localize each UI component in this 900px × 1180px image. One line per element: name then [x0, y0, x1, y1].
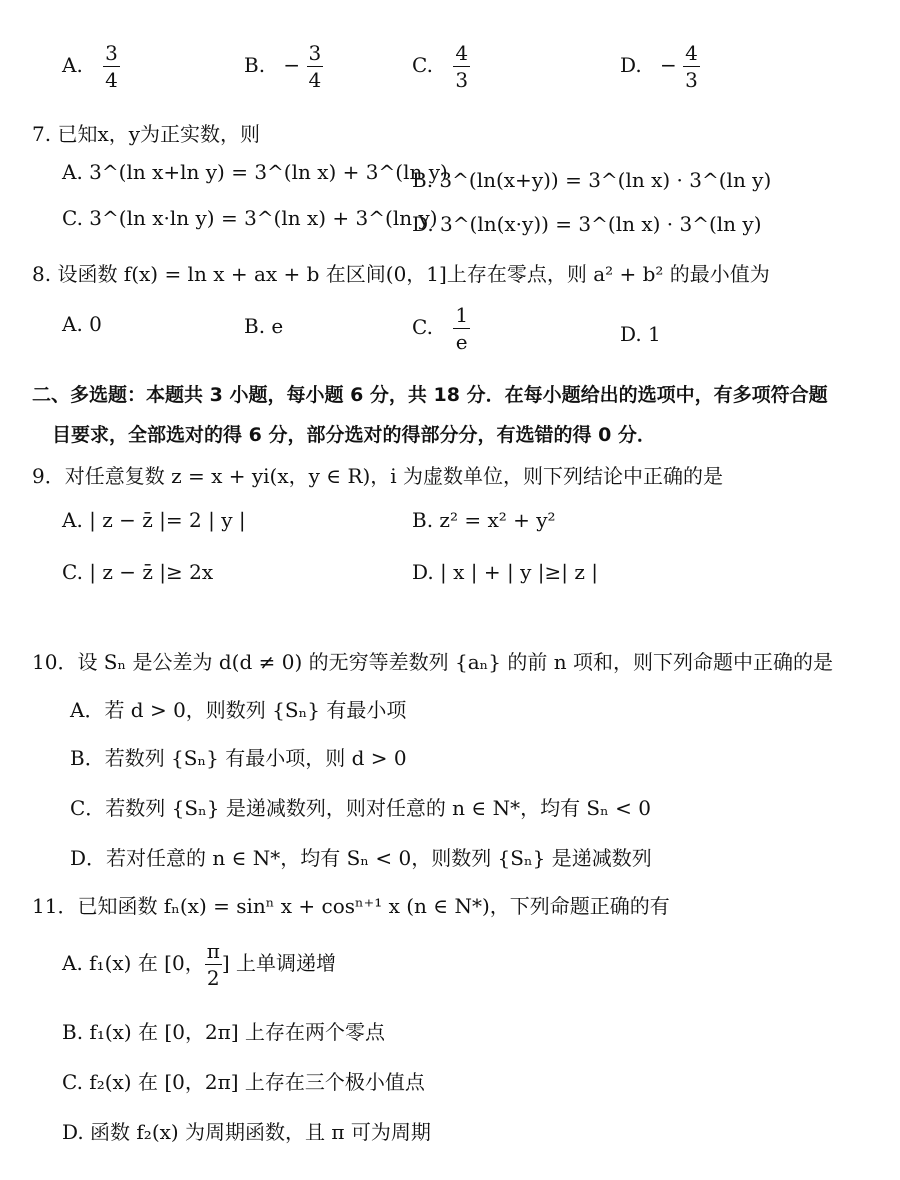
section2-heading-line2: 目要求，全部选对的得 6 分，部分选对的得部分分，有选错的得 0 分． — [52, 424, 656, 446]
q6-option-b: B. − $\frac{3}{4}$ — [244, 41, 322, 92]
q10-option-d: D．若对任意的 n ∈ N*，均有 Sₙ < 0，则数列 {Sₙ} 是递减数列 — [70, 846, 652, 870]
q11-option-d: D. 函数 f₂(x) 为周期函数，且 π 可为周期 — [62, 1120, 431, 1144]
section2-heading-line1: 二、多选题：本题共 3 小题，每小题 6 分，共 18 分．在每小题给出的选项中，有多项符合题 — [32, 384, 828, 406]
q8-option-c: C. $\frac{1}{e}$ — [412, 303, 469, 354]
q8-option-a: A. 0 — [62, 312, 102, 336]
q8-option-d: D. 1 — [620, 322, 661, 346]
q11-option-b: B. f₁(x) 在 [0，2π] 上存在两个零点 — [62, 1020, 385, 1044]
q6-option-c: C. $\frac{4}{3}$ — [412, 41, 469, 92]
q10-stem: 10．设 Sₙ 是公差为 d(d ≠ 0) 的无穷等差数列 {aₙ} 的前 n 项和，则下列命题中正确的是 — [32, 650, 833, 674]
q9-option-d: D. | x | + | y |≥| z | — [412, 560, 598, 584]
q7-stem: 7. 已知x，y为正实数，则 — [32, 122, 261, 146]
q7-option-a: A. 3^(ln x+ln y) = 3^(ln x) + 3^(ln y) — [62, 160, 448, 184]
q9-stem: 9．对任意复数 z = x + yi(x，y ∈ R)，i 为虚数单位，则下列结论中正确的是 — [32, 464, 724, 488]
q11-option-a: A. f₁(x) 在 [0， $\frac{\pi}{2}$ ] 上单调递增 — [62, 939, 337, 990]
q9-option-a: A. | z − z̄ |= 2 | y | — [62, 508, 246, 532]
q9-option-b: B. z² = x² + y² — [412, 508, 556, 532]
q10-option-b: B．若数列 {Sₙ} 有最小项，则 d > 0 — [70, 746, 407, 770]
q9-option-c: C. | z − z̄ |≥ 2x — [62, 560, 214, 584]
q7-option-b: B. 3^(ln(x+y)) = 3^(ln x) · 3^(ln y) — [412, 168, 772, 192]
q7-option-c: C. 3^(ln x·ln y) = 3^(ln x) + 3^(ln y) — [62, 206, 438, 230]
q8-stem: 8. 设函数 f(x) = ln x + ax + b 在区间(0，1]上存在零点，则 a² + b² 的最小值为 — [32, 262, 770, 286]
q7-option-d: D. 3^(ln(x·y)) = 3^(ln x) · 3^(ln y) — [412, 212, 762, 236]
q8-option-b: B. e — [244, 314, 284, 338]
q11-stem: 11．已知函数 fₙ(x) = sinⁿ x + cosⁿ⁺¹ x (n ∈ N*)，下列命题正确的有 — [32, 894, 670, 918]
q10-option-c: C．若数列 {Sₙ} 是递减数列，则对任意的 n ∈ N*，均有 Sₙ < 0 — [70, 796, 651, 820]
q6-option-a: A. $\frac{3}{4}$ — [62, 41, 118, 92]
q6-option-d: D. − $\frac{4}{3}$ — [620, 41, 698, 92]
q10-option-a: A．若 d > 0，则数列 {Sₙ} 有最小项 — [70, 698, 407, 722]
q11-option-c: C. f₂(x) 在 [0，2π] 上存在三个极小值点 — [62, 1070, 425, 1094]
